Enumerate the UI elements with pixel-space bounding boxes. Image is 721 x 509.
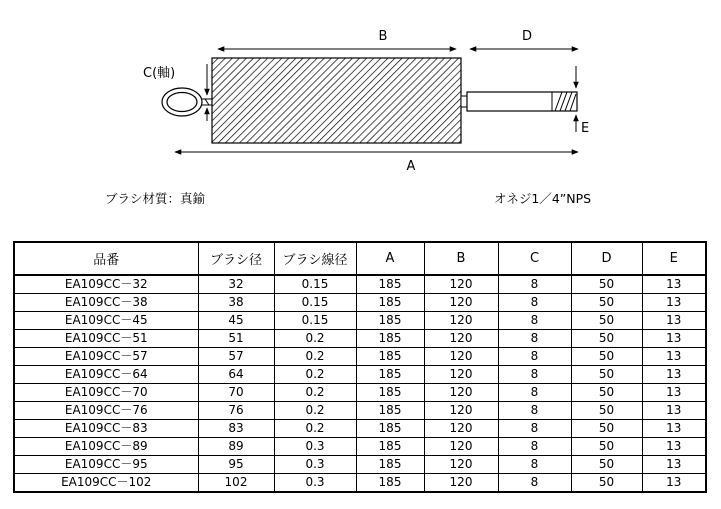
part-number-cell: EA109CC－57 (14, 348, 198, 366)
header-b: B (424, 242, 498, 275)
c-cell: 8 (498, 294, 571, 312)
b-cell: 120 (424, 438, 498, 456)
e-cell: 13 (642, 420, 706, 438)
wire-diameter-cell: 0.2 (274, 402, 356, 420)
a-cell: 185 (356, 402, 424, 420)
d-cell: 50 (571, 384, 642, 402)
table-row (14, 312, 706, 330)
brush-diameter-cell: 95 (198, 456, 274, 474)
table-row (14, 402, 706, 420)
part-number-cell: EA109CC－89 (14, 438, 198, 456)
e-cell: 13 (642, 330, 706, 348)
a-cell: 185 (356, 275, 424, 294)
d-cell: 50 (571, 438, 642, 456)
part-number-cell: EA109CC－38 (14, 294, 198, 312)
part-number-cell: EA109CC－64 (14, 366, 198, 384)
table-row (14, 348, 706, 366)
a-cell: 185 (356, 294, 424, 312)
a-cell: 185 (356, 348, 424, 366)
header-a: A (356, 242, 424, 275)
wire-diameter-cell: 0.2 (274, 348, 356, 366)
a-cell: 185 (356, 330, 424, 348)
b-cell: 120 (424, 275, 498, 294)
table-row (14, 366, 706, 384)
dimension-a (175, 152, 578, 174)
wire-diameter-cell: 0.3 (274, 474, 356, 493)
d-cell: 50 (571, 402, 642, 420)
table-row (14, 384, 706, 402)
brush-diameter-cell: 38 (198, 294, 274, 312)
brush-diameter-cell: 57 (198, 348, 274, 366)
b-cell: 120 (424, 294, 498, 312)
c-cell: 8 (498, 402, 571, 420)
header-brush-diameter: ブラシ径 (198, 242, 274, 275)
part-number-cell: EA109CC－51 (14, 330, 198, 348)
brush-diameter-cell: 32 (198, 275, 274, 294)
e-cell: 13 (642, 348, 706, 366)
table-row (14, 294, 706, 312)
c-cell: 8 (498, 348, 571, 366)
d-cell: 50 (571, 348, 642, 366)
svg-text:A: A (406, 159, 416, 174)
dimension-b (218, 29, 456, 49)
table-row (14, 275, 706, 294)
material-note: ブラシ材質：真鍮 (105, 191, 206, 206)
d-cell: 50 (571, 294, 642, 312)
b-cell: 120 (424, 420, 498, 438)
shaft-end-ring (162, 88, 212, 116)
threaded-shaft (461, 92, 577, 111)
a-cell: 185 (356, 438, 424, 456)
c-cell: 8 (498, 384, 571, 402)
part-number-cell: EA109CC－45 (14, 312, 198, 330)
spec-table (13, 241, 707, 493)
a-cell: 185 (356, 312, 424, 330)
brush-diameter-cell: 51 (198, 330, 274, 348)
part-number-cell: EA109CC－32 (14, 275, 198, 294)
part-number-cell: EA109CC－95 (14, 456, 198, 474)
e-cell: 13 (642, 474, 706, 493)
svg-text:E: E (581, 121, 590, 136)
brush-diameter-cell: 76 (198, 402, 274, 420)
c-cell: 8 (498, 420, 571, 438)
wire-diameter-cell: 0.2 (274, 420, 356, 438)
brush-diameter-cell: 45 (198, 312, 274, 330)
svg-text:C(軸): C(軸) (143, 66, 176, 81)
part-number-cell: EA109CC－83 (14, 420, 198, 438)
e-cell: 13 (642, 402, 706, 420)
c-cell: 8 (498, 474, 571, 493)
brush-diameter-cell: 102 (198, 474, 274, 493)
header-d: D (571, 242, 642, 275)
a-cell: 185 (356, 384, 424, 402)
table-row (14, 420, 706, 438)
a-cell: 185 (356, 366, 424, 384)
d-cell: 50 (571, 474, 642, 493)
wire-diameter-cell: 0.2 (274, 384, 356, 402)
brush-diameter-cell: 89 (198, 438, 274, 456)
wire-diameter-cell: 0.3 (274, 456, 356, 474)
header-part-number: 品番 (14, 242, 198, 275)
d-cell: 50 (571, 275, 642, 294)
d-cell: 50 (571, 420, 642, 438)
wire-diameter-cell: 0.2 (274, 330, 356, 348)
table-row (14, 330, 706, 348)
d-cell: 50 (571, 312, 642, 330)
brush-body (212, 58, 461, 143)
header-wire-diameter: ブラシ線径 (274, 242, 356, 275)
b-cell: 120 (424, 330, 498, 348)
c-cell: 8 (498, 330, 571, 348)
e-cell: 13 (642, 275, 706, 294)
part-number-cell: EA109CC－76 (14, 402, 198, 420)
d-cell: 50 (571, 366, 642, 384)
brush-diameter-cell: 70 (198, 384, 274, 402)
e-cell: 13 (642, 456, 706, 474)
wire-diameter-cell: 0.15 (274, 312, 356, 330)
d-cell: 50 (571, 456, 642, 474)
table-row (14, 456, 706, 474)
svg-text:D: D (521, 29, 533, 44)
svg-text:B: B (378, 29, 388, 44)
a-cell: 185 (356, 420, 424, 438)
header-c: C (498, 242, 571, 275)
c-cell: 8 (498, 456, 571, 474)
table-header-row (14, 242, 706, 275)
part-number-cell: EA109CC－70 (14, 384, 198, 402)
e-cell: 13 (642, 366, 706, 384)
table-row (14, 474, 706, 493)
b-cell: 120 (424, 348, 498, 366)
e-cell: 13 (642, 384, 706, 402)
c-cell: 8 (498, 312, 571, 330)
dimension-e (576, 66, 589, 136)
table-row (14, 438, 706, 456)
dimension-d (470, 29, 578, 49)
spec-table-body (14, 275, 706, 492)
c-cell: 8 (498, 275, 571, 294)
brush-diameter-cell: 83 (198, 420, 274, 438)
b-cell: 120 (424, 384, 498, 402)
thread-note: オネジ1／4”NPS (494, 191, 592, 206)
wire-diameter-cell: 0.3 (274, 438, 356, 456)
c-cell: 8 (498, 438, 571, 456)
wire-diameter-cell: 0.15 (274, 275, 356, 294)
c-cell: 8 (498, 366, 571, 384)
b-cell: 120 (424, 456, 498, 474)
e-cell: 13 (642, 438, 706, 456)
b-cell: 120 (424, 474, 498, 493)
e-cell: 13 (642, 312, 706, 330)
part-number-cell: EA109CC－102 (14, 474, 198, 493)
wire-diameter-cell: 0.15 (274, 294, 356, 312)
b-cell: 120 (424, 312, 498, 330)
b-cell: 120 (424, 402, 498, 420)
e-cell: 13 (642, 294, 706, 312)
a-cell: 185 (356, 456, 424, 474)
wire-diameter-cell: 0.2 (274, 366, 356, 384)
d-cell: 50 (571, 330, 642, 348)
brush-diameter-cell: 64 (198, 366, 274, 384)
a-cell: 185 (356, 474, 424, 493)
header-e: E (642, 242, 706, 275)
b-cell: 120 (424, 366, 498, 384)
